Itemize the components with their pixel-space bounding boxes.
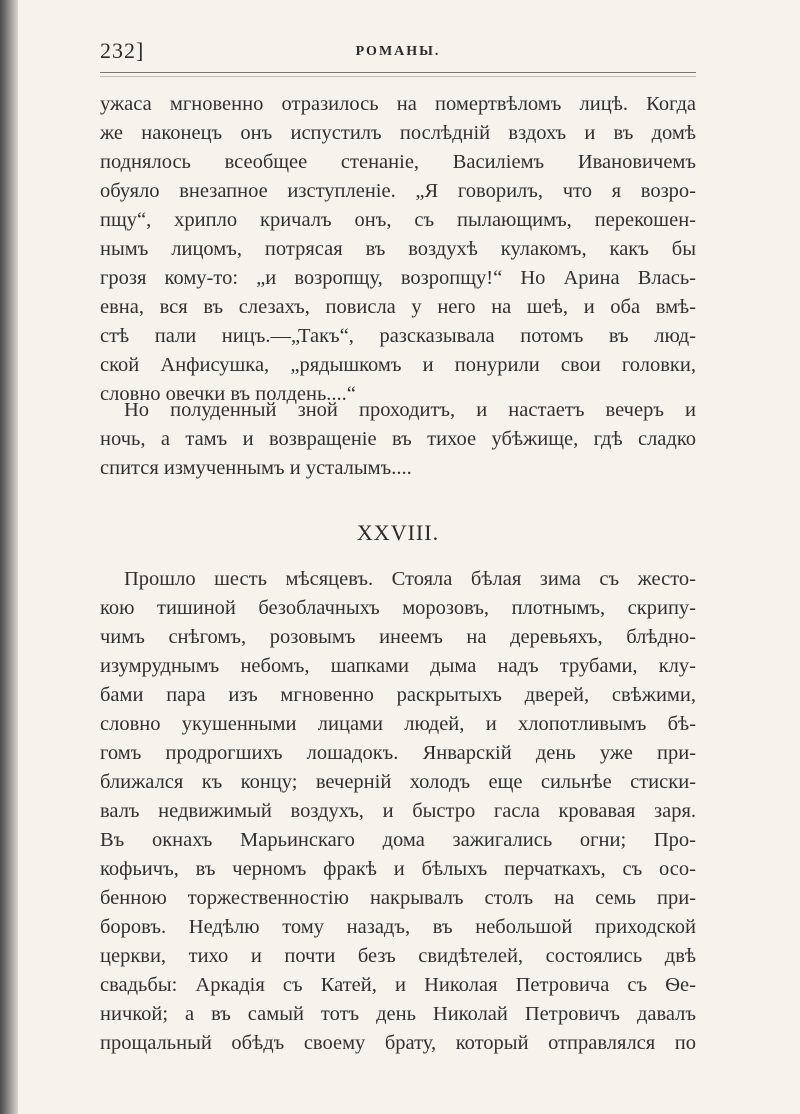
text-line: Прошло шесть мѣсяцевъ. Стояла бѣлая зима съ жесто- — [124, 568, 696, 590]
text-line: евна, вся въ слезахъ, повисла у него на шеѣ, и оба вмѣ- — [100, 296, 696, 318]
text-line: церкви, тихо и почти безъ свидѣтелей, состоялись двѣ — [100, 945, 696, 967]
text-line: чимъ снѣгомъ, розовымъ инеемъ на деревьяхъ, блѣдно- — [100, 626, 696, 648]
text-line: грозя кому-то: „и возропщу, возропщу!“ Но Арина Влась- — [100, 267, 696, 289]
text-line: бами пара изъ мгновенно раскрытыхъ дверей, свѣжими, — [100, 684, 696, 706]
text-line: Въ окнахъ Марьинскаго дома зажигались огни; Про- — [100, 829, 696, 851]
paragraph-3 — [100, 565, 696, 1058]
text-line: ничкой; а въ самый тотъ день Николай Петровичъ давалъ — [100, 1003, 696, 1025]
text-line: валъ недвижимый воздухъ, и быстро гасла кровавая заря. — [100, 800, 696, 822]
running-title: РОМАНЫ. — [355, 44, 441, 59]
text-line: нымъ лицомъ, потрясая въ воздухѣ кулакомъ, какъ бы — [100, 238, 696, 260]
text-line: словно овечки въ полдень....“ — [100, 383, 356, 405]
paragraph-1 — [100, 90, 696, 409]
text-line: Но полуденный зной проходитъ, и настаетъ вечеръ и — [124, 399, 696, 421]
chapter-heading: XXVIII. — [356, 520, 440, 545]
text-line: пщу“, хрипло кричалъ онъ, съ пылающимъ, перекошен- — [100, 209, 696, 231]
text-line: словно укушенными лицами людей, и хлопотливымъ бѣ- — [100, 713, 696, 735]
text-line: поднялось всеобщее стенаніе, Василіемъ Ивановичемъ — [100, 151, 696, 173]
text-line: гомъ продрогшихъ лошадокъ. Январскій день уже при- — [100, 742, 696, 764]
text-line: ужаса мгновенно отразилось на помертвѣломъ лицѣ. Когда — [100, 93, 696, 115]
text-line: обуяло внезапное изступленіе. „Я говорилъ, что я возро- — [100, 180, 696, 202]
text-line: спится измученнымъ и усталымъ.... — [100, 457, 412, 479]
text-line: стѣ пали ницъ.—„Такъ“, разсказывала потомъ въ люд- — [100, 325, 696, 347]
text-line: ночь, а тамъ и возвращеніе въ тихое убѣжище, гдѣ сладко — [100, 428, 696, 450]
text-line: бенною торжественностію накрывалъ столъ на семь при- — [100, 887, 696, 909]
paragraph-2 — [100, 396, 696, 483]
text-line: ской Анфисушка, „рядышкомъ и понурили свои головки, — [100, 354, 696, 376]
text-line: изумруднымъ небомъ, шапками дыма надъ трубами, клу- — [100, 655, 696, 677]
page-number: 232] — [100, 38, 145, 63]
text-line: прощальный обѣдъ своему брату, который отправлялся по — [100, 1032, 696, 1054]
text-line: же наконецъ онъ испустилъ послѣдній вздохъ и въ домѣ — [100, 122, 696, 144]
header-rule — [100, 72, 696, 77]
text-line: кою тишиной безоблачныхъ морозовъ, плотнымъ, скрипу- — [100, 597, 696, 619]
page-header — [100, 38, 696, 68]
page-edge-shadow — [0, 0, 18, 1114]
text-line: свадьбы: Аркадія съ Катей, и Николая Петровича съ Ѳе- — [100, 974, 696, 996]
text-line: боровъ. Недѣлю тому назадъ, въ небольшой приходской — [100, 916, 696, 938]
text-line: ближался къ концу; вечерній холодъ еще сильнѣе стиски- — [100, 771, 696, 793]
text-line: кофьичъ, въ черномъ фракѣ и бѣлыхъ перчаткахъ, съ осо- — [100, 858, 696, 880]
